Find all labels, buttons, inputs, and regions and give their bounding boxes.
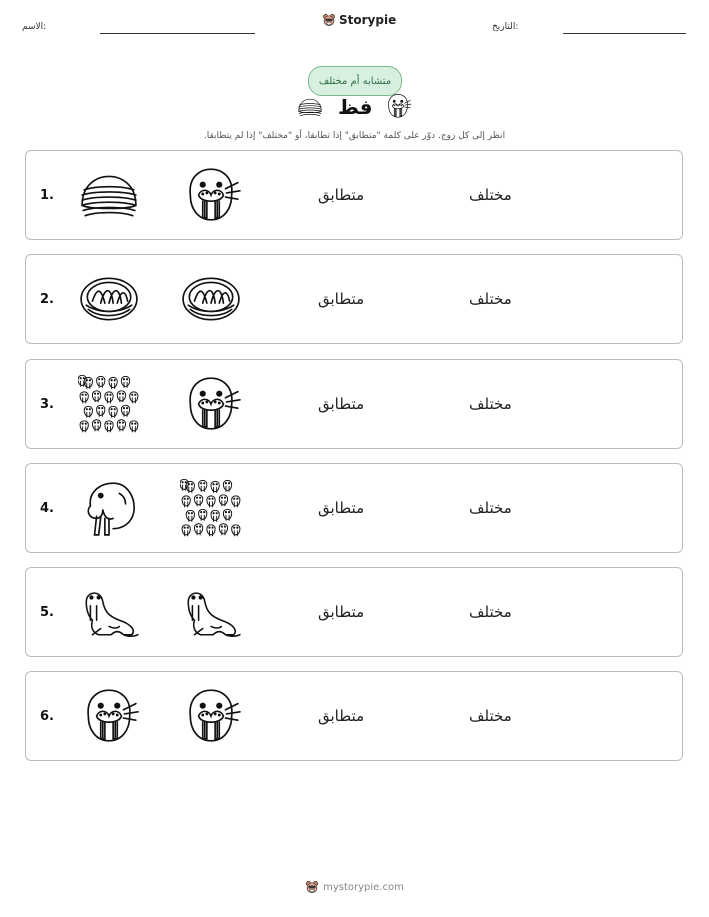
different-choice[interactable]: مختلف: [469, 186, 512, 204]
exercise-row: [25, 150, 683, 240]
walrus-body-icon: [78, 581, 140, 643]
footer: [0, 880, 709, 894]
walrus-herd-icon: [180, 477, 242, 539]
footer-url[interactable]: mystorypie.com: [323, 881, 404, 893]
shell-icon: [294, 94, 326, 120]
page-title: فظ: [338, 95, 373, 119]
exercise-row: [25, 567, 683, 657]
clam-icon: [78, 268, 140, 330]
same-choice[interactable]: متطابق: [318, 707, 365, 725]
different-choice[interactable]: مختلف: [469, 499, 512, 517]
brand-name: Storypie: [339, 13, 397, 27]
bear-logo-icon: [322, 13, 336, 27]
walrus-face-icon: [180, 373, 242, 435]
same-choice[interactable]: متطابق: [318, 290, 365, 308]
shell-icon: [78, 164, 140, 226]
name-line[interactable]: [100, 33, 255, 34]
same-choice[interactable]: متطابق: [318, 603, 365, 621]
different-choice[interactable]: مختلف: [469, 603, 512, 621]
same-choice[interactable]: متطابق: [318, 499, 365, 517]
walrus-head-icon: [78, 477, 140, 539]
walrus-face-icon: [180, 685, 242, 747]
walrus-face-icon: [180, 164, 242, 226]
same-choice[interactable]: متطابق: [318, 186, 365, 204]
name-label: الاسم:: [22, 22, 47, 32]
date-line[interactable]: [563, 33, 686, 34]
row-number: 6.: [40, 708, 54, 724]
exercise-row: [25, 463, 683, 553]
date-label: التاريخ:: [492, 22, 519, 32]
walrus-face-icon: [384, 92, 412, 120]
brand-logo: [322, 13, 396, 27]
different-choice[interactable]: مختلف: [469, 707, 512, 725]
row-number: 4.: [40, 500, 54, 516]
different-choice[interactable]: مختلف: [469, 395, 512, 413]
worksheet-badge: متشابه أم مختلف: [308, 66, 402, 96]
walrus-body-icon: [180, 581, 242, 643]
row-number: 2.: [40, 291, 54, 307]
clam-icon: [180, 268, 242, 330]
row-number: 3.: [40, 396, 54, 412]
bear-logo-icon: [305, 880, 319, 894]
walrus-face-icon: [78, 685, 140, 747]
exercise-row: [25, 254, 683, 344]
walrus-herd-icon: [78, 373, 140, 435]
instructions: انظر إلى كل زوج. دوّر على كلمة "متطابق" إذا تطابقا، أو "مختلف" إذا لم يتطابقا.: [203, 131, 506, 141]
row-number: 1.: [40, 187, 54, 203]
exercise-row: [25, 359, 683, 449]
different-choice[interactable]: مختلف: [469, 290, 512, 308]
row-number: 5.: [40, 604, 54, 620]
exercise-row: [25, 671, 683, 761]
same-choice[interactable]: متطابق: [318, 395, 365, 413]
